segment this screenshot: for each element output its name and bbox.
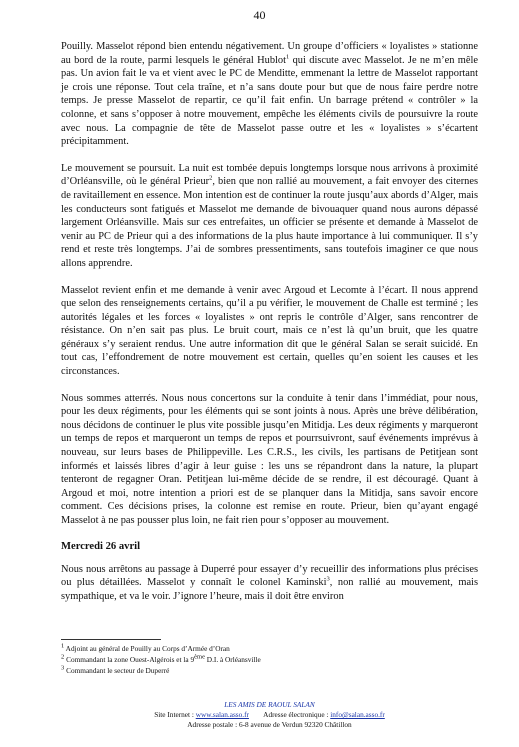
footnote-ref-3[interactable]: 3	[326, 575, 330, 583]
footnote-3-text: Commandant le secteur de Duperré	[64, 666, 170, 675]
paragraph-3-text: Masselot revient enfin et me demande à venir avec Argoud et Lecomte à l’écart. Il nous apprend que selon des renseignements certains, qu’il a pu vérifier, le mouvement de Challe est terminé ; les autorités légales et les forces « loyalistes » ont repris le contrôle d’Alger, sans rencontrer de résistance. On n’en sait pas plus. Le bruit court, mais ce n’est là qu’un bruit, que les quatre généraux s’y seraient rendus. Une autre information dit que le général Salan se serait suicidé. En tout cas, l’effondrement de notre mouvement est certain, quelles qu’en soient les causes et les circonstances.	[61, 284, 478, 378]
footnote-ref-2[interactable]: 2	[209, 174, 213, 182]
footer-contact-line	[61, 710, 478, 720]
footnote-2	[61, 654, 478, 665]
page-number: 40	[253, 8, 266, 22]
paragraph-5-text: Nous nous arrêtons au passage à Duperré pour essayer d’y recueillir des informations plus précises ou plus détaillées. Masselot y connaît le colonel Kaminski	[61, 563, 478, 589]
paragraph-1-text: Pouilly. Masselot répond bien entendu négativement. Un groupe d’officiers « loyalistes » stationne au bord de la route, parmi lesquels le général Hublot	[61, 41, 478, 66]
email-link[interactable]: info@salan.asso.fr	[330, 710, 385, 719]
email-label: Adresse électronique :	[263, 710, 331, 719]
paragraph-2-text: Le mouvement se poursuit. La nuit est tombée depuis longtemps lorsque nous arrivons à proximité d’Orléansville, où le général Prieur	[61, 162, 478, 188]
paragraph-2-text-cont: , bien que non rallié au mouvement, a fait envoyer des citernes de ravitaillement en essence. Mon intention est de continuer la route jusqu’aux abords d’Alger, mais les conducteurs sont fatigués et Masselot me demande de bivouaquer quand nous aurons dépassé largement Orléansville. Mais sur ces entrefaites, un officier se présente et demande à Masselot de venir au PC de Prieur qui a des informations de la plus haute importance à lui communiquer. Il s’y rend et reste très longtemps. J’ai de sombres pressentiments, sans toutefois imaginer ce que nous allons apprendre.	[61, 176, 479, 269]
footnote-1-text: Adjoint au général de Pouilly au Corps d’Armée d’Oran	[64, 644, 230, 653]
paragraph-1	[61, 40, 478, 149]
footnote-2-superscript: ème	[194, 653, 205, 661]
footnotes	[61, 643, 478, 676]
footnote-divider	[61, 639, 161, 640]
page-body	[61, 40, 478, 616]
paragraph-2	[61, 162, 478, 271]
footnote-2-text-cont: D.I. à Orléansville	[204, 655, 261, 664]
footer-address: Adresse postale : 6-8 avenue de Verdun 92320 Châtillon	[187, 720, 352, 729]
paragraph-3	[61, 284, 478, 379]
paragraph-1-text-cont: qui discute avec Masselot. Je ne m’en mêle pas. Un avion fait le va et vient avec le PC de Menditte, emmenant la lettre de Masselot rapportant je crois une réponse. Tout cela traîne, et n’a sans doute pour but que de nous faire perdre notre temps. Je presse Masselot de repartir, ce qu’il fait enfin. Un barrage prétend « contrôler » la colonne, et sans s’opposer à notre mouvement, empêche les éléments civils de poursuivre la route avec nous. La compagnie de tête de Masselot passe outre et les « loyalistes » s’écartent précipitamment.	[61, 54, 478, 148]
footnote-ref-1[interactable]: 1	[286, 53, 290, 61]
paragraph-5	[61, 563, 478, 604]
section-heading: Mercredi 26 avril	[61, 540, 141, 552]
paragraph-4	[61, 392, 478, 528]
footnote-2-text: Commandant la zone Ouest-Algérois et la 9	[64, 655, 195, 664]
paragraph-4-text: Nous sommes atterrés. Nous nous concertons sur la conduite à tenir dans l’immédiat, pour nous, pour les deux régiments, pour les éléments qui se sont joints à nous. Après une brève délibération, nous décidons de continuer le plus vite possible jusqu’en Mitidja. Les deux régiments y marqueront un temps de repos et marqueront un temps de repos et pourrsuivront, sauf événements imprévus à nouveau, sur leurs bases de Philippeville. Les C.R.S., les civils, les partisans de Petitjean sont informés et laissés libres d’agir à leur guise : les uns se répandront dans la nature, la plupart tenteront de regagner Oran. Petitjean lui-même décide de se rendre, il est découragé. Quant à Argoud et moi, notre intention a priori est de se planquer dans la Mitidja, sans savoir encore comment. Ces décisions prises, la colonne est remise en route. Prieur, bien qu’ayant engagé Masselot à ne pas pousser plus loin, ne fait rien pour s’opposer au mouvement.	[61, 392, 478, 526]
footnote-2-number: 2	[61, 653, 65, 661]
footnote-3	[61, 665, 478, 676]
site-label: Site Internet :	[154, 710, 196, 719]
footnote-3-number: 3	[61, 664, 65, 672]
paragraph-5-text-cont: , non rallié au mouvement, mais sympathique, et va le voir. J’ignore l’heure, mais il doit être environ	[61, 577, 478, 602]
footer-title: LES AMIS DE RAOUL SALAN	[224, 700, 315, 709]
footnote-1-number: 1	[61, 642, 65, 650]
site-link[interactable]: www.salan.asso.fr	[195, 710, 249, 719]
page-footer	[61, 700, 478, 730]
footnote-1	[61, 643, 478, 654]
